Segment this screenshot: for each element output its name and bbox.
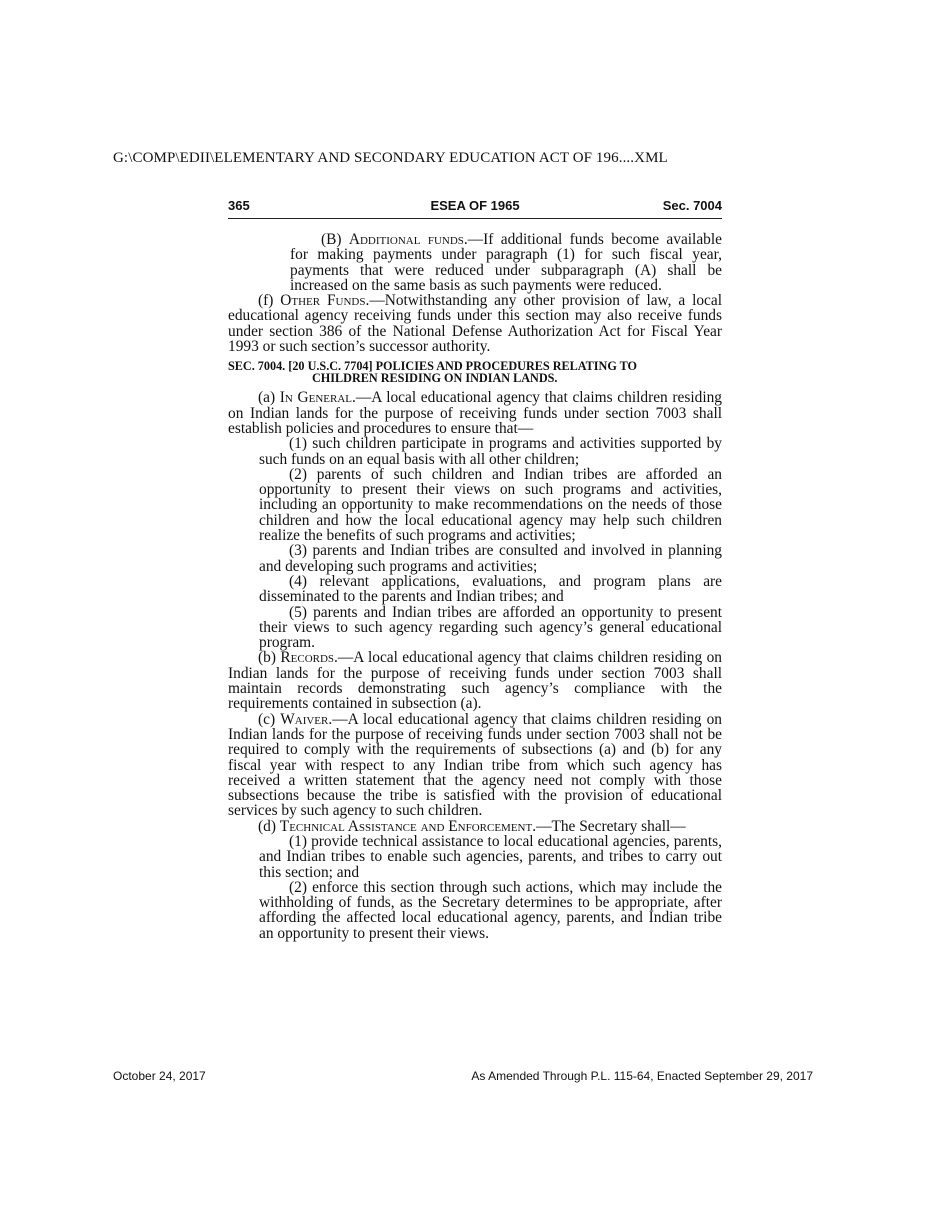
paragraph-number: (a)	[258, 389, 280, 407]
paragraph-number: (c)	[258, 710, 281, 728]
paragraph-number: (d)	[258, 817, 280, 835]
document-body	[228, 232, 722, 941]
list-item: (2) parents of such children and Indian tribes are afforded an opportunity to present their views on such programs and activities, including an opportunity to make recommendations on the needs of those children and how the local educational agency may help such children realize the benefits of such programs and activities;	[259, 465, 722, 545]
page-number: 365	[228, 198, 250, 213]
paragraph-text: —The Secretary shall—	[536, 817, 686, 835]
footer-amended-note: As Amended Through P.L. 115-64, Enacted September 29, 2017	[471, 1069, 813, 1083]
paragraph-a-in-general	[228, 390, 722, 436]
paragraph-f-other-funds	[228, 293, 722, 354]
section-heading-line-2: CHILDREN RESIDING ON INDIAN LANDS.	[312, 371, 558, 386]
list-item: (4) relevant applications, evaluations, and program plans are disseminated to the parents and Indian tribes; and	[259, 572, 722, 606]
paragraph-text: —Notwithstanding any other provision of law, a local educational agency receiving funds under this section may also receive funds under section 386 of the National Defense Authorization Act for Fiscal Year 1993 or such section’s successor authority.	[228, 292, 722, 356]
paragraph-number: (f)	[258, 292, 281, 310]
list-item: (1) such children participate in programs and activities supported by such funds on an equal basis with all other children;	[259, 435, 722, 468]
list-item: (1) provide technical assistance to local educational agencies, parents, and Indian tribes to enable such agencies, parents, and tribes to carry out this section; and	[259, 832, 722, 881]
paragraph-d-technical-assistance	[228, 819, 722, 834]
paragraph-b-records	[228, 650, 722, 711]
act-title: ESEA OF 1965	[430, 198, 520, 213]
paragraph-heading: In General.	[279, 389, 356, 407]
paragraph-heading: Records.	[280, 649, 338, 667]
section-heading	[228, 360, 722, 384]
paragraph-text: —If additional funds become available for making payments under paragraph (1) for such fiscal year, payments that were reduced under subparagraph (A) shall be increased on the same basis as such payments were reduced.	[290, 231, 722, 294]
section-label: Sec. 7004	[662, 198, 722, 213]
paragraph-number: (b)	[258, 649, 281, 667]
paragraph-text: —A local educational agency that claims children residing on Indian lands for the purpose of receiving funds under section 7003 shall not be required to comply with the requirements of subsections (a) and (b) for any fiscal year with respect to any Indian tribe from which such agency has received a written statement that the agency need not comply with those subsections because the tribe is satisfied with the provision of educational services by such agency to such children.	[228, 710, 722, 820]
list-item: (3) parents and Indian tribes are consulted and involved in planning and developing such programs and activities;	[259, 542, 722, 575]
file-path: G:\COMP\EDII\ELEMENTARY AND SECONDARY EDUCATION ACT OF 196....XML	[113, 150, 668, 166]
paragraph-heading: Technical Assistance and Enforcement.	[279, 817, 537, 835]
paragraph-number: (B)	[321, 231, 349, 248]
section-heading-line-1: SEC. 7004. [20 U.S.C. 7704] POLICIES AND PROCEDURES RELATING TO	[228, 359, 638, 374]
list-item: (2) enforce this section through such actions, which may include the withholding of funds, as the Secretary determines to be appropriate, after affording the affected local educational agency, parents, and Indian tribe an opportunity to present their views.	[259, 878, 722, 942]
paragraph-b-additional-funds	[290, 232, 722, 293]
running-header	[228, 198, 722, 219]
paragraph-heading: Waiver.	[280, 710, 333, 728]
paragraph-c-waiver	[228, 712, 722, 819]
paragraph-text: —A local educational agency that claims children residing on Indian lands for the purpose of receiving funds under section 7003 shall establish policies and procedures to ensure that—	[228, 389, 722, 437]
paragraph-text: —A local educational agency that claims children residing on Indian lands for the purpose of receiving funds under section 7003 shall maintain records demonstrating such agency’s compliance with the requirements contained in subsection (a).	[228, 649, 723, 713]
paragraph-heading: Other Funds.	[280, 292, 370, 310]
footer-date: October 24, 2017	[113, 1069, 206, 1083]
list-item: (5) parents and Indian tribes are afforded an opportunity to present their views to such agency regarding such agency’s general educational program.	[259, 603, 722, 652]
paragraph-heading: Additional funds.	[348, 231, 468, 248]
